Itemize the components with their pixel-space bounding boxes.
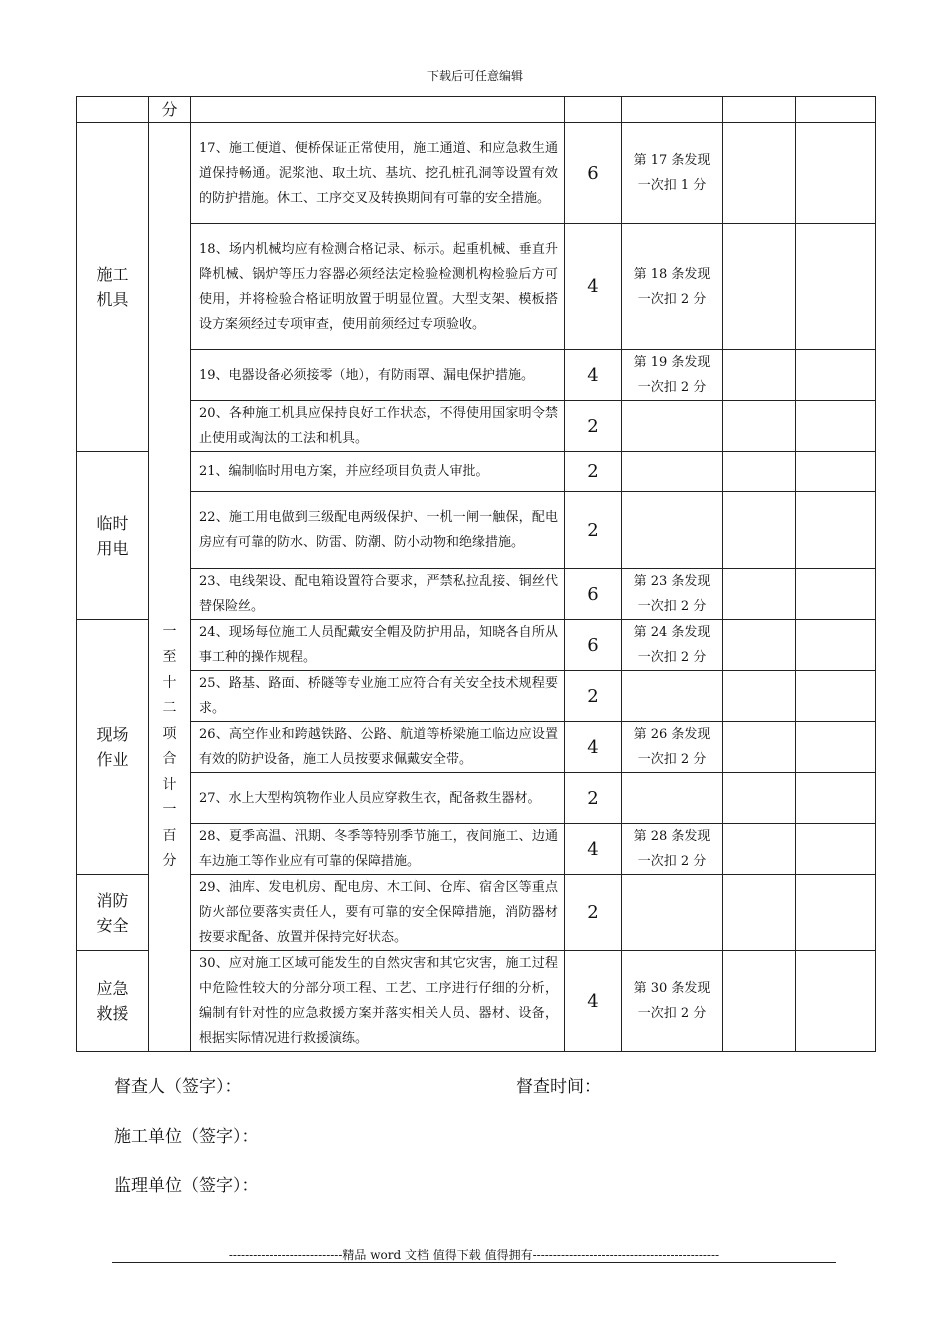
item-text: 22、施工用电做到三级配电两级保护、一机一闸一触保，配电房应有可靠的防水、防雷、防潮、防小动物和绝缘措施。 (191, 492, 565, 569)
category-cell: 施工机具 (77, 123, 149, 452)
item-score: 2 (565, 492, 622, 569)
item-note: 第 28 条发现一次扣 2 分 (622, 824, 723, 875)
item-note: 第 30 条发现一次扣 2 分 (622, 951, 723, 1052)
item-score: 4 (565, 350, 622, 401)
item-text: 21、编制临时用电方案，并应经项目负责人审批。 (191, 452, 565, 492)
item-text: 27、水上大型构筑物作业人员应穿救生衣，配备救生器材。 (191, 773, 565, 824)
table-row (77, 97, 876, 123)
table-row (77, 722, 876, 773)
item-text: 23、电线架设、配电箱设置符合要求，严禁私拉乱接、铜丝代替保险丝。 (191, 569, 565, 620)
category-cell: 临时用电 (77, 452, 149, 620)
item-score: 4 (565, 224, 622, 350)
table-row (77, 773, 876, 824)
item-note (622, 671, 723, 722)
item-score: 6 (565, 620, 622, 671)
table-row (77, 569, 876, 620)
table-row (77, 620, 876, 671)
item-score: 2 (565, 773, 622, 824)
item-note: 第 26 条发现一次扣 2 分 (622, 722, 723, 773)
category-cell: 现场作业 (77, 620, 149, 875)
item-note: 第 17 条发现一次扣 1 分 (622, 123, 723, 224)
category-cell: 消防安全 (77, 875, 149, 951)
item-text: 24、现场每位施工人员配戴安全帽及防护用品，知晓各自所从事工种的操作规程。 (191, 620, 565, 671)
item-score: 2 (565, 401, 622, 452)
footer-divider (112, 1262, 836, 1263)
item-text: 17、施工便道、便桥保证正常使用，施工通道、和应急救生通道保持畅通。泥浆池、取土坑、基坑、挖孔桩孔洞等设置有效的防护措施。休工、工序交叉及转换期间有可靠的安全措施。 (191, 123, 565, 224)
item-text: 29、油库、发电机房、配电房、木工间、仓库、宿舍区等重点防火部位要落实责任人，要有可靠的安全保障措施，消防器材按要求配备、放置并保持完好状态。 (191, 875, 565, 951)
item-text: 28、夏季高温、汛期、冬季等特别季节施工，夜间施工、边通车边施工等作业应有可靠的保障措施。 (191, 824, 565, 875)
item-note (622, 773, 723, 824)
item-score: 2 (565, 875, 622, 951)
table-row (77, 492, 876, 569)
item-score: 4 (565, 824, 622, 875)
inspection-table (76, 96, 876, 1052)
item-note: 第 18 条发现一次扣 2 分 (622, 224, 723, 350)
table-row (77, 875, 876, 951)
item-score: 2 (565, 671, 622, 722)
item-score: 4 (565, 722, 622, 773)
item-text: 18、场内机械均应有检测合格记录、标示。起重机械、垂直升降机械、锅炉等压力容器必须经法定检验检测机构检验后方可使用，并将检验合格证明放置于明显位置。大型支架、模板搭设方案须经过专项审查，使用前须经过专项验收。 (191, 224, 565, 350)
item-note: 第 19 条发现一次扣 2 分 (622, 350, 723, 401)
item-note (622, 492, 723, 569)
score-column-cell: 分 (149, 97, 191, 123)
item-text: 30、应对施工区域可能发生的自然灾害和其它灾害，施工过程中危险性较大的分部分项工程、工艺、工序进行仔细的分析，编制有针对性的应急救援方案并落实相关人员、器材、设备，根据实际情况进行救援演练。 (191, 951, 565, 1052)
table-row (77, 452, 876, 492)
supervisor-signature-label: 监理单位（签字）： (114, 1176, 259, 1196)
table-row (77, 350, 876, 401)
total-label: 一至十二项合计一百分 (162, 623, 177, 869)
table-row (77, 123, 876, 224)
table-row (77, 824, 876, 875)
total-score-cell (149, 123, 191, 1052)
item-text: 20、各种施工机具应保持良好工作状态，不得使用国家明令禁止使用或淘汰的工法和机具。 (191, 401, 565, 452)
item-score: 2 (565, 452, 622, 492)
page-header: 下载后可任意编辑 (426, 69, 523, 83)
item-text: 19、电器设备必须接零（地），有防雨罩、漏电保护措施。 (191, 350, 565, 401)
item-note (622, 401, 723, 452)
inspector-signature-label: 督查人（签字）： (114, 1077, 242, 1097)
table-row (77, 401, 876, 452)
item-score: 4 (565, 951, 622, 1052)
table-row (77, 951, 876, 1052)
item-note (622, 875, 723, 951)
inspection-time-label: 督查时间： (516, 1077, 601, 1097)
table-row (77, 671, 876, 722)
table-row (77, 224, 876, 350)
item-score: 6 (565, 123, 622, 224)
item-text: 25、路基、路面、桥隧等专业施工应符合有关安全技术规程要求。 (191, 671, 565, 722)
item-score: 6 (565, 569, 622, 620)
category-cell: 应急救援 (77, 951, 149, 1052)
item-note: 第 23 条发现一次扣 2 分 (622, 569, 723, 620)
item-note: 第 24 条发现一次扣 2 分 (622, 620, 723, 671)
item-note (622, 452, 723, 492)
item-text: 26、高空作业和跨越铁路、公路、航道等桥梁施工临边应设置有效的防护设备，施工人员按要求佩戴安全带。 (191, 722, 565, 773)
contractor-signature-label: 施工单位（签字）： (114, 1127, 259, 1147)
page-footer: ----------------------------精品 word 文档 值得下载 值得拥有---------------------------------------------- (228, 1248, 720, 1262)
